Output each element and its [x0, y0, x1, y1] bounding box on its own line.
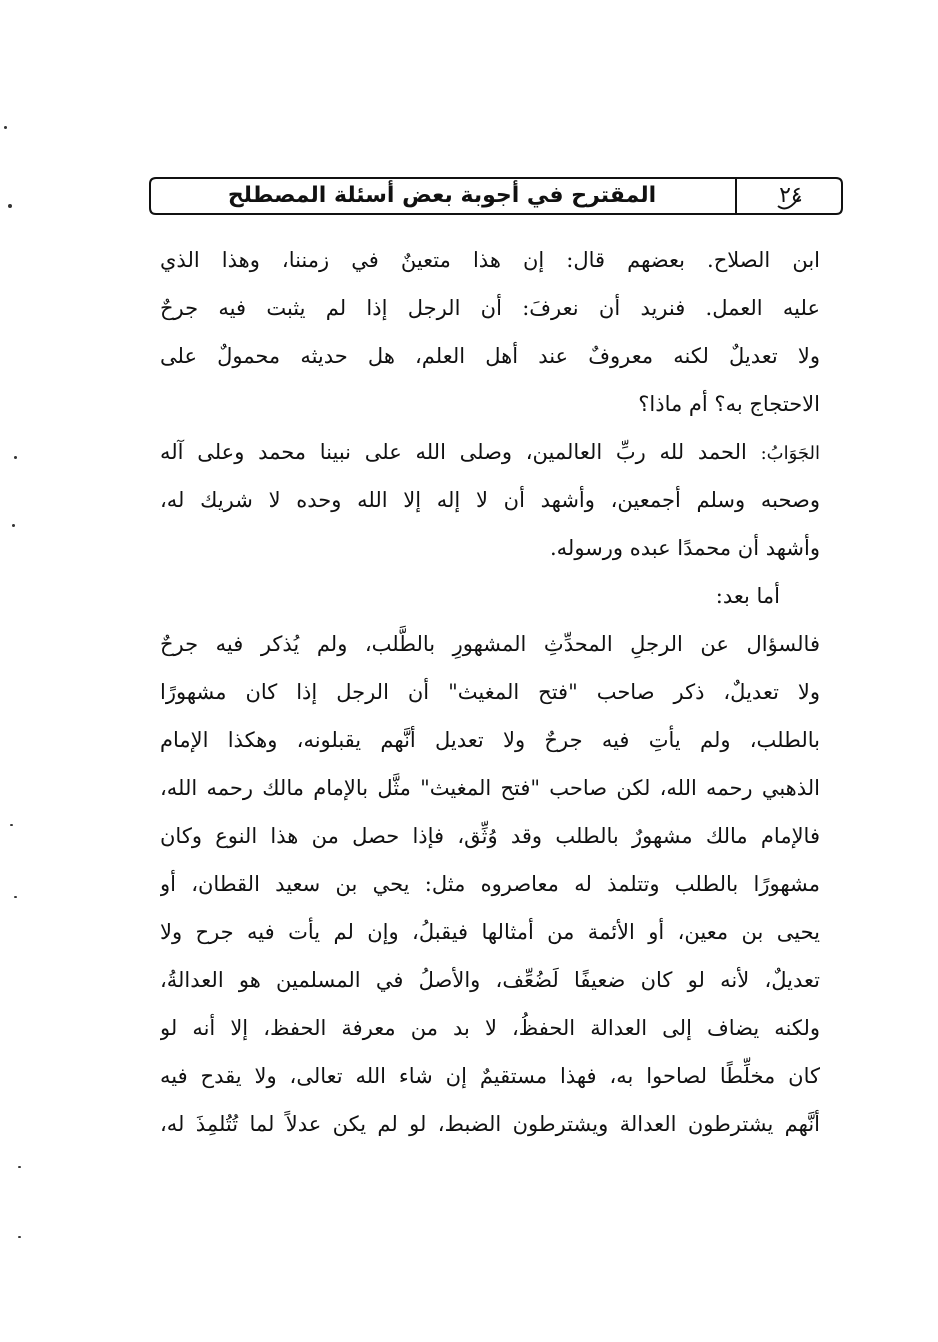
text-line: ولكنه يضاف إلى العدالة الحفظُ، لا بد من معرفة الحفظ، إلا أنه لو [160, 1016, 820, 1040]
text-line: وأشهد أن محمدًا عبده ورسوله. [550, 536, 820, 560]
answer-label: الجَوَابُ: [760, 443, 820, 464]
amma-baad: أما بعد: [715, 584, 780, 608]
text-line: فالسؤال عن الرجلِ المحدِّثِ المشهورِ بالطَّلب، ولم يُذكر فيه جرحٌ [160, 632, 820, 656]
text-line: كان مخلِّطًا لصاحوا به، فهذا مستقيمٌ إن شاء الله تعالى، ولا يقدح فيه [160, 1064, 820, 1088]
text-line: بالطلب، ولم يأتِ فيه جرحٌ ولا تعديل أنَّهم يقبلونه، وهكذا الإمام [160, 728, 820, 752]
text-line: مشهورًا بالطلب وتتلمذ له معاصروه مثل: يحي بن سعيد القطان، أو [160, 872, 820, 896]
scan-speck [12, 524, 15, 527]
text-line: الاحتجاج به؟ أم ماذا؟ [638, 392, 820, 416]
text-line: الذهبي رحمه الله، لكن صاحب "فتح المغيث" مثَّل بالإمام مالك رحمه الله، [160, 776, 820, 800]
text-line: عليه العمل. فنريد أن نعرفَ: أن الرجل إذا لم يثبت فيه جرحٌ [160, 296, 820, 320]
text-line: يحيى بن معين، أو الأئمة من أمثالها فيقبلُ، وإن لم يأت فيه جرح ولا [160, 920, 820, 944]
text-line: وصحبه وسلم أجمعين، وأشهد أن لا إله إلا الله وحده لا شريك له، [160, 488, 820, 512]
answer-text: الحمد لله ربِّ العالمين، وصلى الله على نبينا محمد وعلى آله [160, 440, 747, 464]
scan-speck [18, 1166, 21, 1168]
book-title: المقترح في أجوبة بعض أسئلة المصطلح [227, 183, 657, 208]
text-line: ابن الصلاح. بعضهم قال: إن هذا متعينٌ في زمننا، وهذا الذي [160, 248, 820, 272]
answer-first-line [160, 428, 820, 476]
scan-speck [14, 456, 17, 459]
scan-speck [10, 824, 13, 826]
text-line: أنَّهم يشترطون العدالة ويشترطون الضبط، لو لم يكن عدلاً لما تُتُلمِذَ له، [160, 1112, 820, 1136]
scan-speck [18, 1236, 21, 1238]
text-line: فالإمام مالك مشهورٌ بالطلب وقد وُثِّق، فإذا حصل من هذا النوع وكان [160, 824, 820, 848]
body-text [160, 236, 820, 1148]
scan-speck [14, 896, 17, 898]
scan-speck [4, 126, 7, 129]
text-line: تعديلٌ، لأنه لو كان ضعيفًا لَضُعِّف، والأصلُ في المسلمين هو العدالةُ، [160, 968, 820, 992]
page-number: ٢٤ [779, 183, 803, 208]
text-line: ولا تعديلٌ لكنه معروفٌ عند أهل العلم، هل حديثه محمولٌ على [160, 344, 820, 368]
scan-speck [8, 204, 12, 208]
running-header [148, 176, 844, 216]
text-line: ولا تعديلٌ، ذكر صاحب "فتح المغيث" أن الرجل إذا كان مشهورًا [160, 680, 820, 704]
